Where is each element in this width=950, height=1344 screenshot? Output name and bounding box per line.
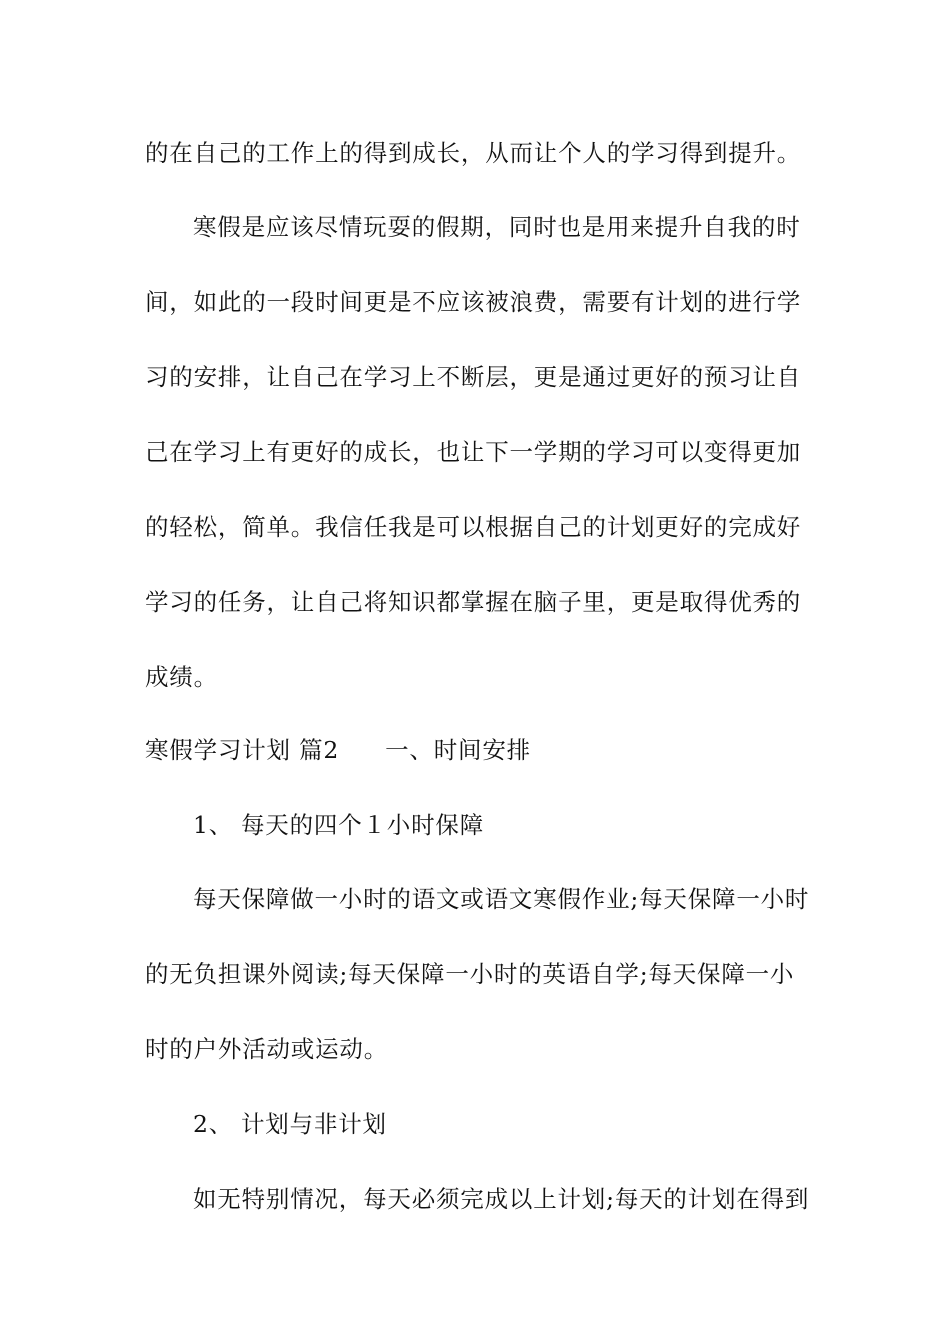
body-text-line: 时的户外活动或运动。	[145, 1035, 388, 1063]
section-title: 寒假学习计划 篇2	[145, 736, 340, 764]
list-item-title: 计划与非计划	[241, 1110, 387, 1138]
paragraph-first-line: 每天保障做一小时的语文或语文寒假作业;每天保障一小时	[193, 885, 810, 913]
section-title-line	[145, 733, 531, 767]
body-text-line: 的无负担课外阅读;每天保障一小时的英语自学;每天保障一小	[145, 960, 795, 988]
body-text-line: 的在自己的工作上的得到成长，从而让个人的学习得到提升。	[145, 139, 802, 167]
list-item-heading	[193, 808, 484, 842]
body-text-line: 成绩。	[145, 663, 218, 691]
paragraph-first-line: 如无特别情况，每天必须完成以上计划;每天的计划在得到	[193, 1185, 810, 1213]
body-text-line: 的轻松，简单。我信任我是可以根据自己的计划更好的完成好	[145, 513, 802, 541]
body-text-line: 间，如此的一段时间更是不应该被浪费，需要有计划的进行学	[145, 288, 802, 316]
list-item-number: 1、	[193, 811, 234, 839]
list-item-heading	[193, 1107, 387, 1141]
list-item-number: 2、	[193, 1110, 234, 1138]
list-item-title: 每天的四个１小时保障	[241, 811, 484, 839]
body-text-line: 学习的任务，让自己将知识都掌握在脑子里，更是取得优秀的	[145, 588, 802, 616]
paragraph-first-line: 寒假是应该尽情玩耍的假期，同时也是用来提升自我的时	[193, 213, 801, 241]
body-text-line: 己在学习上有更好的成长，也让下一学期的学习可以变得更加	[145, 438, 802, 466]
body-text-line: 习的安排，让自己在学习上不断层，更是通过更好的预习让自	[145, 363, 802, 391]
section-heading: 一、时间安排	[385, 736, 531, 764]
